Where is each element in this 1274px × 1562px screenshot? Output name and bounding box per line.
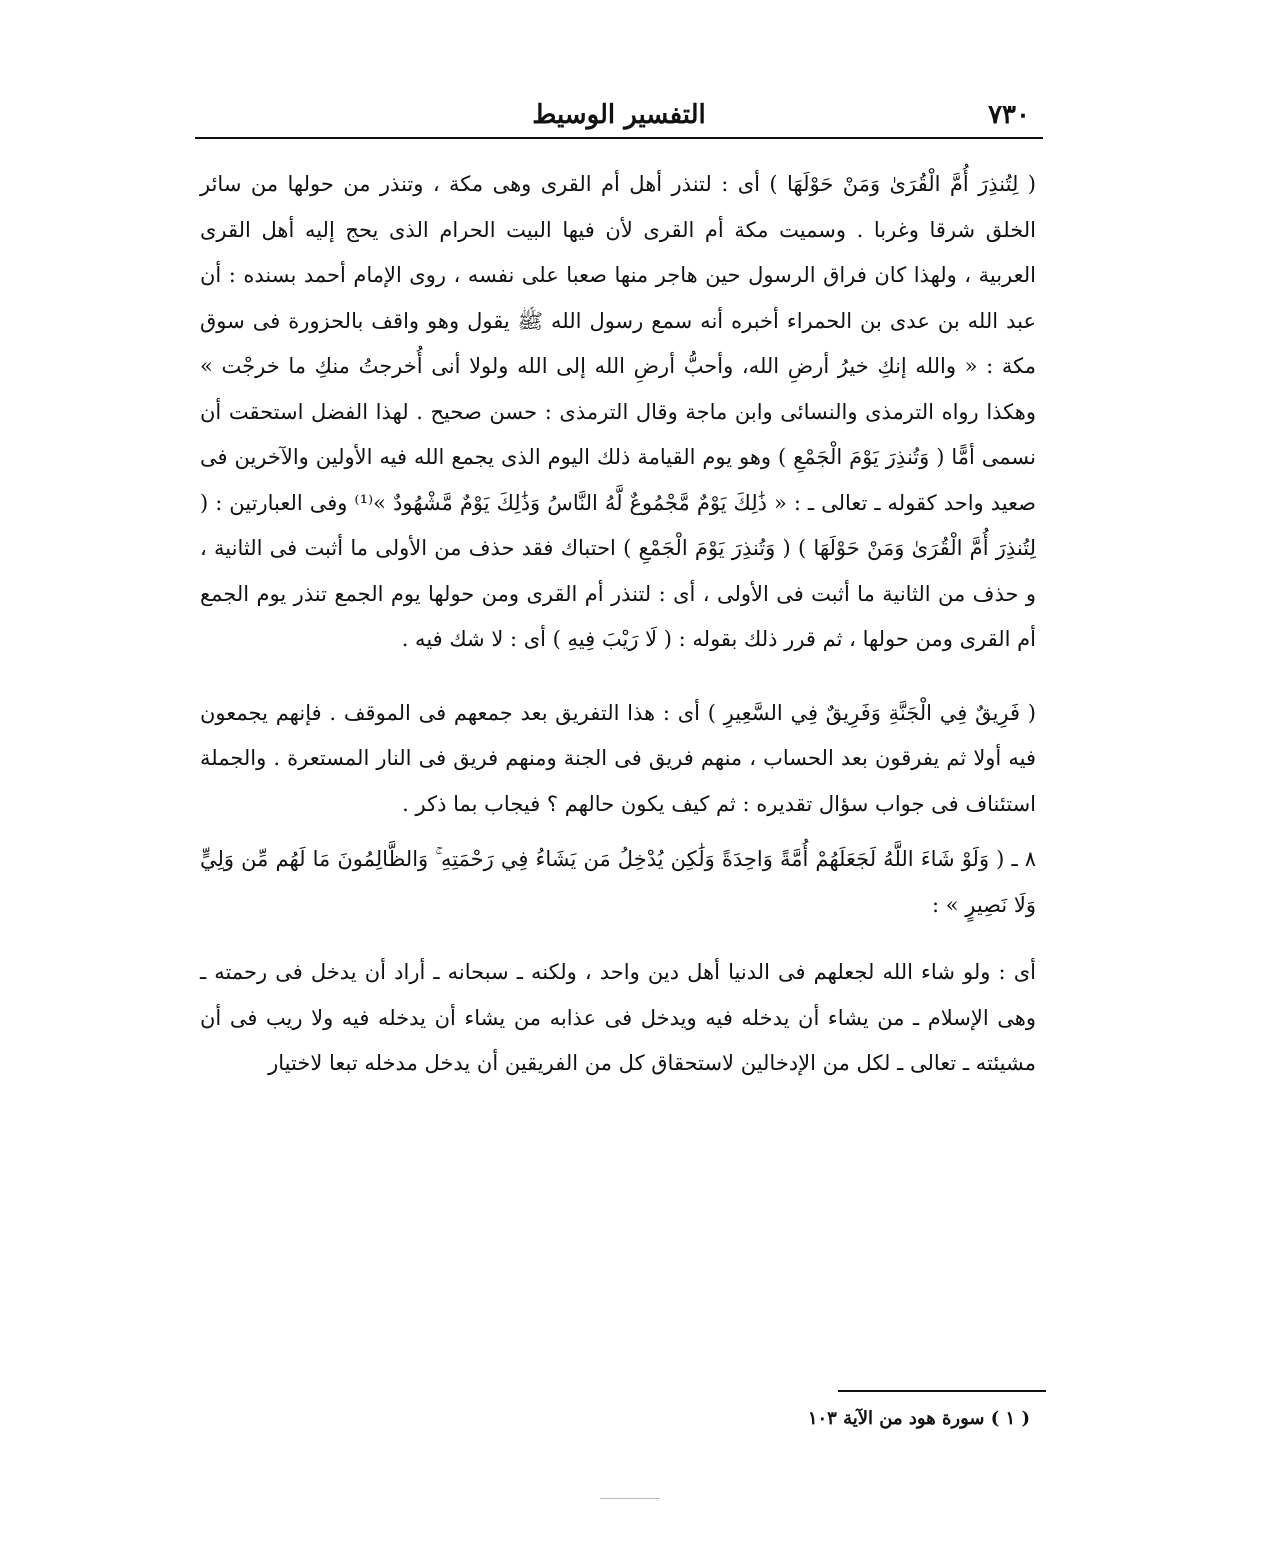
scan-mark <box>600 1498 660 1499</box>
page-header <box>198 96 1040 136</box>
footnote-rule <box>838 1390 1046 1392</box>
footnote: ( ١ ) سورة هود من الآية ١٠٣ <box>807 1408 1030 1429</box>
paragraph-1: ( لِتُنذِرَ أُمَّ الْقُرَىٰ وَمَنْ حَوْلَهَا ) أى : لتنذر أهل أم القرى وهى مكة ، وتنذر من حولها من سائر الخلق شرقا وغربا . وسميت مكة أم القرى لأن فيها البيت الحرام الذى يحج إليه أهل القرى العربية ، ولهذا كان فراق الرسول حين هاجر منها صعبا على نفسه ، روى الإمام أحمد بسنده : أن عبد الله بن عدى بن الحمراء أخبره أنه سمع رسول الله ﷺ يقول وهو واقف بالحزورة فى سوق مكة : « والله إنكِ خيرُ أرضِ الله، وأحبُّ أرضِ الله إلى الله ولولا أنى أُخرجتُ منكِ ما خرجْت » وهكذا رواه الترمذى والنسائى وابن ماجة وقال الترمذى : حسن صحيح . لهذا الفضل استحقت أن نسمى أمًّا ( وَتُنذِرَ يَوْمَ الْجَمْعِ ) وهو يوم القيامة ذلك اليوم الذى يجمع الله فيه الأولين والآخرين فى صعيد واحد كقوله ـ تعالى ـ : « ذَٰلِكَ يَوْمٌ مَّجْمُوعٌ لَّهُ النَّاسُ وَذَٰلِكَ يَوْمٌ مَّشْهُودٌ »⁽¹⁾ وفى العبارتين : ( لِتُنذِرَ أُمَّ الْقُرَىٰ وَمَنْ حَوْلَهَا ) ( وَتُنذِرَ يَوْمَ الْجَمْعِ ) احتباك فقد حذف من الأولى ما أثبت فى الثانية ، و حذف من الثانية ما أثبت فى الأولى ، أى : لتنذر أم القرى ومن حولها يوم الجمع تنذر يوم الجمع أم القرى ومن حولها ، ثم قرر ذلك بقوله : ( لَا رَيْبَ فِيهِ ) أى : لا شك فيه . <box>200 172 1037 651</box>
page-number: ٧٣٠ <box>988 100 1030 130</box>
paragraph-2: ( فَرِيقٌ فِي الْجَنَّةِ وَفَرِيقٌ فِي السَّعِيرِ ) أى : هذا التفريق بعد جمعهم فى الموقف . فإنهم يجمعون فيه أولا ثم يفرقون بعد الحساب ، منهم فريق فى الجنة ومنهم فريق فى النار المستعرة . والجملة استئناف فى جواب سؤال تقديره : ثم كيف يكون حالهم ؟ فيجاب بما ذكر . <box>200 700 1036 816</box>
paragraph-4: أى : ولو شاء الله لجعلهم فى الدنيا أهل دين واحد ، ولكنه ـ سبحانه ـ أراد أن يدخل فى رحمته ـ وهى الإسلام ـ من يشاء أن يدخله فيه ويدخل فى عذابه من يشاء أن يدخله فيه ولا ريب فى أن مشيئته ـ تعالى ـ لكل من الإدخالين لاستحقاق كل من الفريقين أن يدخل مدخله تبعا لاختيار <box>200 960 1036 1075</box>
running-title: التفسير الوسيط <box>532 100 706 130</box>
header-rule <box>195 137 1043 139</box>
paragraph-3-verse: ٨ ـ ( وَلَوْ شَاءَ اللَّهُ لَجَعَلَهُمْ أُمَّةً وَاحِدَةً وَلَٰكِن يُدْخِلُ مَن يَشَاءُ فِي رَحْمَتِهِ ۚ وَالظَّالِمُونَ مَا لَهُم مِّن وَلِيٍّ وَلَا نَصِيرٍ » : <box>200 847 1036 917</box>
body-text <box>200 162 1036 1087</box>
